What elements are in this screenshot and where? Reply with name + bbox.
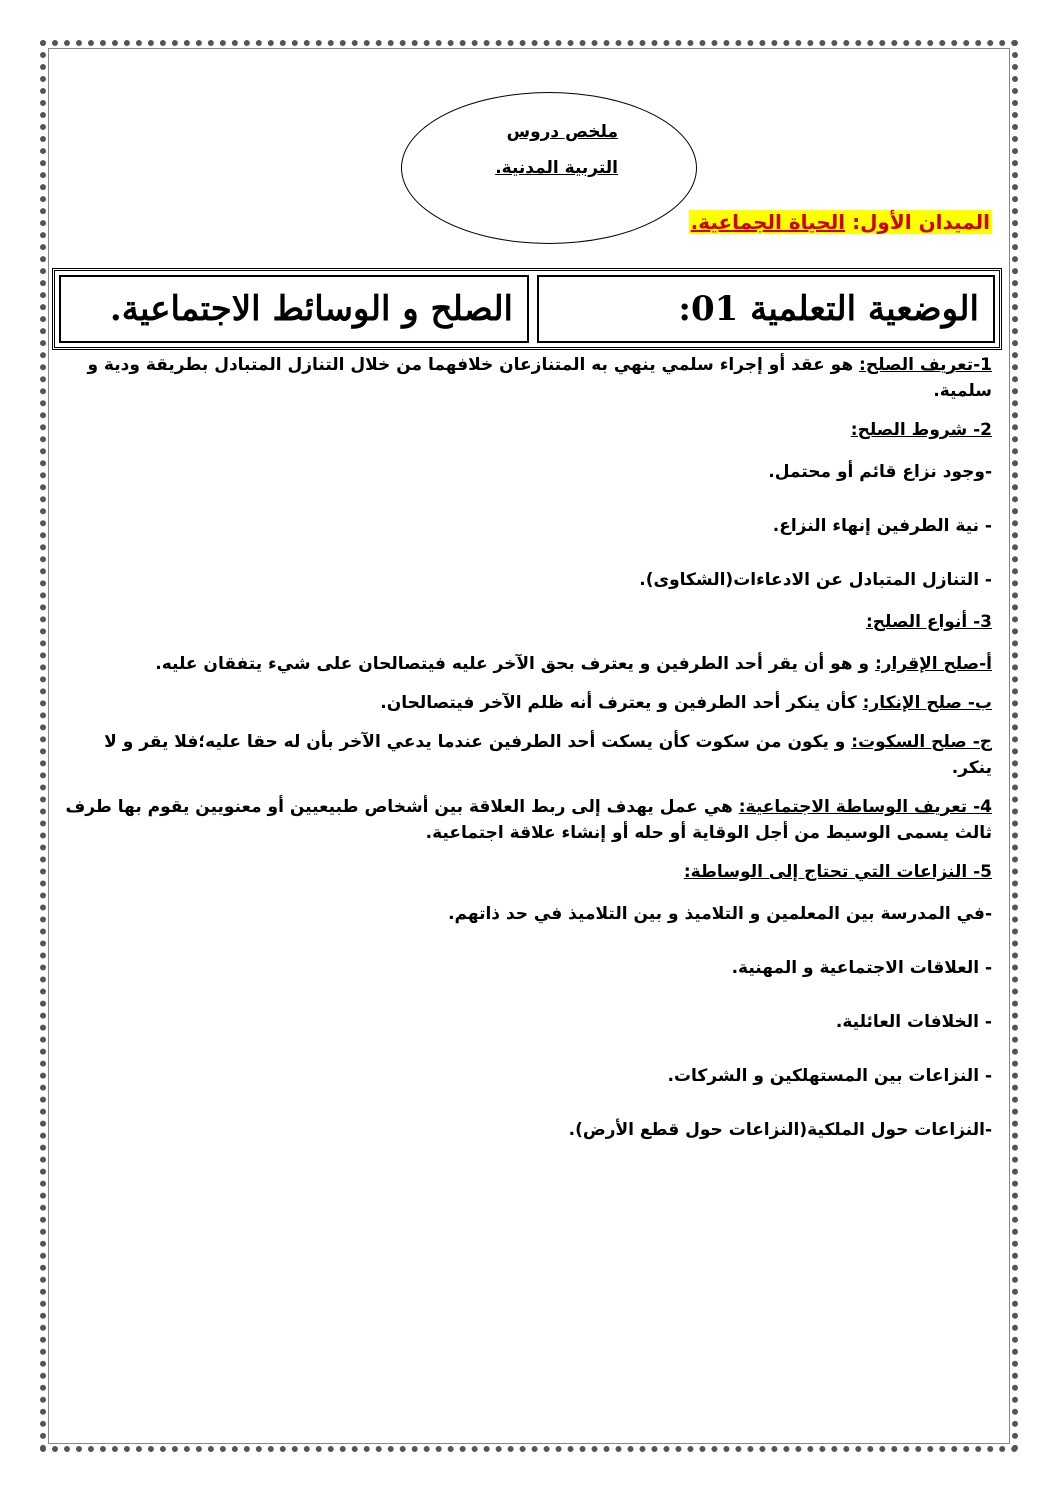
type-text: و يكون من سكوت كأن يسكت أحد الطرفين عندما يدعي الآخر بأن له حقا عليه؛فلا يقر و لا ينكر. xyxy=(104,732,992,778)
dispute-item: -في المدرسة بين المعلمين و التلاميذ و بين التلاميذ في حد ذاتهم. xyxy=(448,904,992,924)
type-text: كأن ينكر أحد الطرفين و يعترف أنه ظلم الآخر فيتصالحان. xyxy=(380,693,863,713)
definition-mediation xyxy=(62,794,992,846)
type-text: و هو أن يقر أحد الطرفين و يعترف بحق الآخر عليه فيتصالحان على شيء يتفقان عليه. xyxy=(155,654,875,674)
section-text: هو عقد أو إجراء سلمي ينهي به المتنازعان خلافهما من خلال التنازل المتبادل بطريقة ودية و سلمية. xyxy=(87,355,992,401)
title-line-1: ملخص دروس xyxy=(506,122,618,142)
field-heading xyxy=(689,210,992,234)
condition-item: -وجود نزاع قائم أو محتمل. xyxy=(768,462,992,482)
dispute-item: -النزاعات حول الملكية(النزاعات حول قطع الأرض). xyxy=(568,1120,992,1140)
lesson-table xyxy=(52,268,1002,350)
title-line-2: التربية المدنية. xyxy=(495,158,618,178)
type-item xyxy=(62,651,992,677)
type-item xyxy=(62,729,992,781)
type-label: ج- صلح السكوت: xyxy=(851,732,992,752)
lesson-situation: الوضعية التعلمية 01: xyxy=(537,275,995,343)
section-label: 4- تعريف الوساطة الاجتماعية: xyxy=(738,797,992,817)
types-heading: 3- أنواع الصلح: xyxy=(866,612,992,632)
field-label: الميدان الأول: xyxy=(852,210,990,234)
lesson-topic: الصلح و الوسائط الاجتماعية. xyxy=(59,275,529,343)
disputes-heading: 5- النزاعات التي تحتاج إلى الوساطة: xyxy=(683,862,992,882)
type-label: ب- صلح الإنكار: xyxy=(862,693,992,713)
conditions-heading: 2- شروط الصلح: xyxy=(850,420,992,440)
type-item xyxy=(62,690,992,716)
field-name: الحياة الجماعية. xyxy=(690,210,846,234)
section-text: هي عمل يهدف إلى ربط العلاقة بين أشخاص طبيعيين أو معنويين يقوم بها طرف ثالث يسمى الوسيط من أجل الوقاية أو حله أو إنشاء علاقة اجتماعية. xyxy=(65,797,992,843)
definition-reconciliation xyxy=(62,352,992,404)
condition-item: - نية الطرفين إنهاء النزاع. xyxy=(772,516,992,536)
type-label: أ-صلح الإقرار: xyxy=(874,654,992,674)
lesson-content xyxy=(62,352,992,1171)
section-label: 1-تعريف الصلح: xyxy=(859,355,992,375)
condition-item: - التنازل المتبادل عن الادعاءات(الشكاوى). xyxy=(639,570,992,590)
dispute-item: - الخلافات العائلية. xyxy=(835,1012,992,1032)
dispute-item: - العلاقات الاجتماعية و المهنية. xyxy=(731,958,992,978)
dispute-item: - النزاعات بين المستهلكين و الشركات. xyxy=(667,1066,992,1086)
